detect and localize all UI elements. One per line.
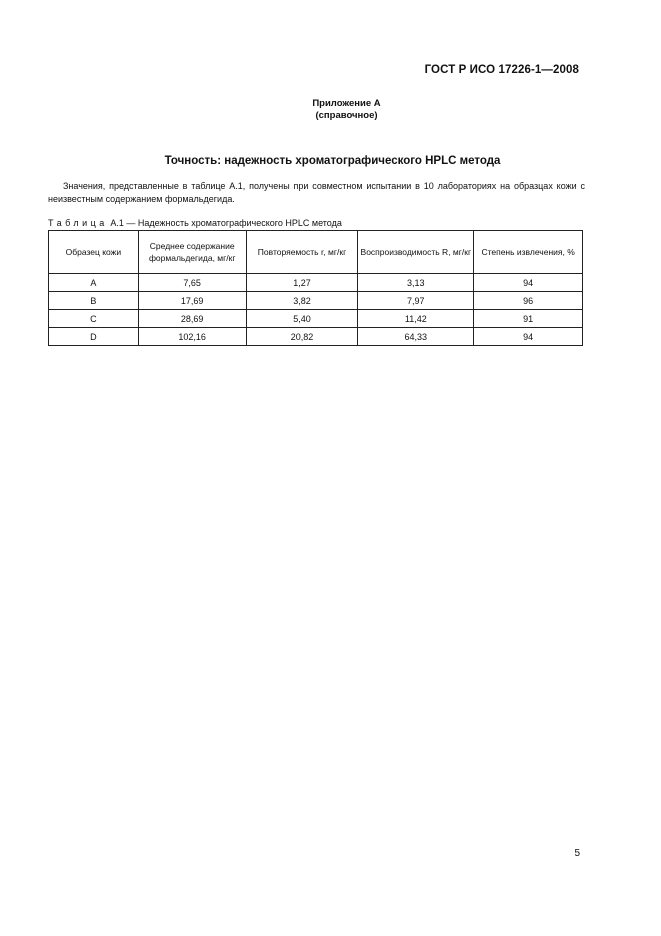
column-header-reproducibility: Воспроизводимость R, мг/кг <box>358 231 474 274</box>
table-cell: 1,27 <box>246 274 358 292</box>
table-cell: 7,65 <box>138 274 246 292</box>
table-caption-text: А.1 — Надежность хроматографического HPLC метода <box>110 218 342 228</box>
table-cell: 94 <box>474 274 583 292</box>
section-title <box>0 155 661 167</box>
table-cell: 91 <box>474 310 583 328</box>
column-header-repeatability: Повторяемость r, мг/кг <box>246 231 358 274</box>
annex-status: (справочное) <box>315 110 378 121</box>
table-cell: D <box>49 328 139 346</box>
table-cell: 96 <box>474 292 583 310</box>
table-row <box>49 310 583 328</box>
table-cell: 11,42 <box>358 310 474 328</box>
table-cell: C <box>49 310 139 328</box>
annex-title: Приложение А <box>312 98 381 109</box>
table-cell: 102,16 <box>138 328 246 346</box>
document-code: ГОСТ Р ИСО 17226-1—2008 <box>424 64 579 76</box>
table-caption <box>48 218 342 228</box>
table-row <box>49 328 583 346</box>
table-cell: 94 <box>474 328 583 346</box>
table-cell: 5,40 <box>246 310 358 328</box>
body-paragraph-text: Значения, представленные в таблице А.1, получены при совместном испытании в 10 лабораториях на образцах кожи с неизвестным содержанием формальдегида. <box>48 181 585 204</box>
precision-table <box>48 230 583 346</box>
annex-heading <box>0 98 661 122</box>
table-cell: 3,82 <box>246 292 358 310</box>
table-cell: 17,69 <box>138 292 246 310</box>
table-cell: 28,69 <box>138 310 246 328</box>
column-header-recovery: Степень извлечения, % <box>474 231 583 274</box>
column-header-mean-content: Среднее содержание формальдегида, мг/кг <box>138 231 246 274</box>
table-cell: 64,33 <box>358 328 474 346</box>
table-cell: 3,13 <box>358 274 474 292</box>
table-cell: 20,82 <box>246 328 358 346</box>
table-caption-prefix: Таблица <box>48 218 108 228</box>
column-header-sample: Образец кожи <box>49 231 139 274</box>
table-cell: A <box>49 274 139 292</box>
section-title-text: Точность: надежность хроматографического HPLC метода <box>164 155 501 167</box>
table-row <box>49 274 583 292</box>
table-cell: 7,97 <box>358 292 474 310</box>
table-row <box>49 292 583 310</box>
table-cell: B <box>49 292 139 310</box>
page-number: 5 <box>574 848 580 859</box>
body-paragraph <box>48 180 585 206</box>
table-header-row <box>49 231 583 274</box>
